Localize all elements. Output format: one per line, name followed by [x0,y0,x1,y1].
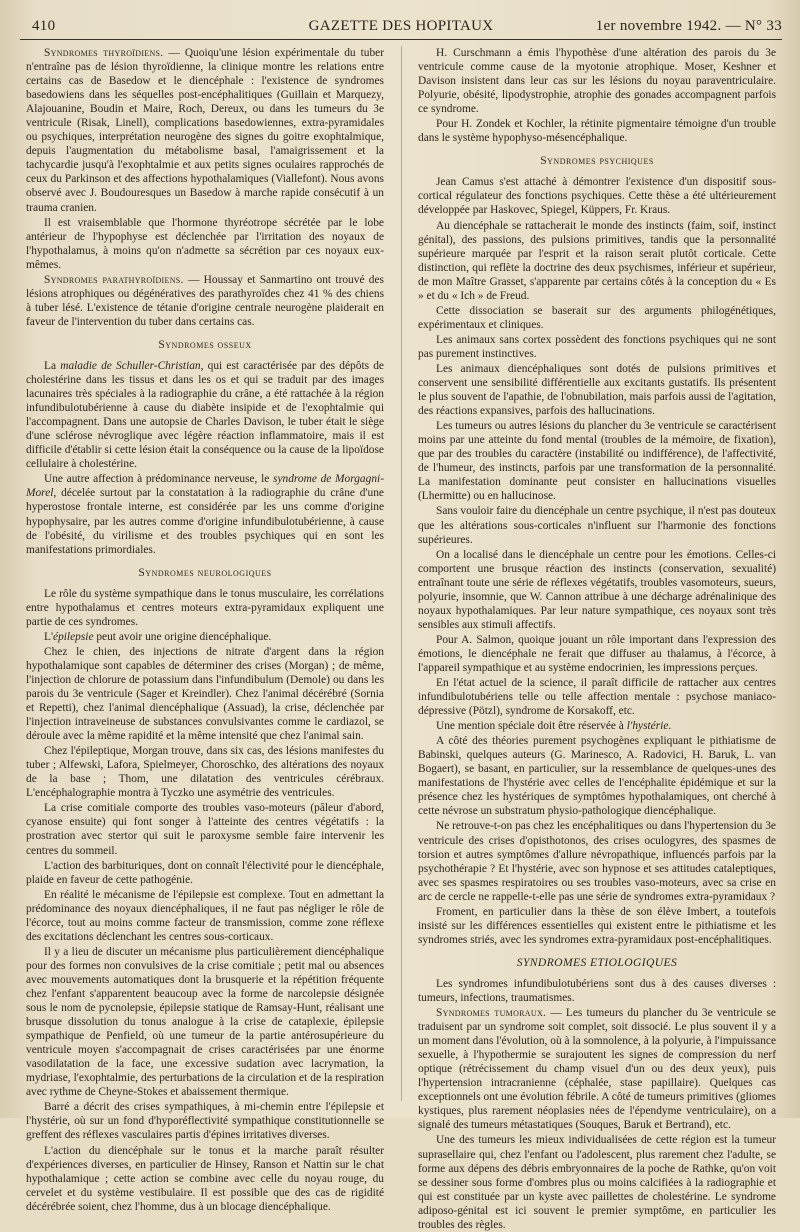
paragraph-text: , décelée surtout par la constatation à la radiographie du crâne d'une hyperostose frontale interne, est considérée par les uns comme d'origine hypophysaire, par les autres comme d'origine infundibulotubérienne, à cause de l'obésité, du virilisme et des troubles psychiques qui en sont les manifestations primordiales. [26,487,384,556]
paragraph: Froment, en particulier dans la thèse de son élève Imbert, a toutefois insisté sur les différences essentielles qui existent entre le pithiatisme et les syndromes striés, avec les syndromes extra-pyramidaux post-encéphalitiques. [418,905,776,946]
paragraph: Barré a décrit des crises sympathiques, à mi-chemin entre l'épilepsie et l'hystérie, où sur un fond d'hyporéflectivité sympathique constitutionnelle se greffent des réflexes vasculaires partis d'épines irritatives diverses. [26,1101,384,1142]
paragraph-text: peut avoir une origine diencéphalique. [93,630,272,643]
paragraph: Il y a lieu de discuter un mécanisme plus particulièrement diencéphalique pour des formes non convulsives de la crise comitiale ; petit mal ou absences avec mouvements automatiques dont la brusquerie et la répétition fréquente chez l'enfant s'apparentent beaucoup avec la forme de narcolepsie désignée sous le nom de pycnolepsie, épilepsie statique de Ramsay-Hunt, réalisant une brusque dissolution du tonus analogue à la crise de cataplexie, épilepsie sympathique de Penfield, où une tumeur de la partie antérosupérieure du ventricule moyen s'accompagnait de crises caractérisées par une énorme vasodilatation de la face, une excessive sudation avec lacrymation, la mydriase, l'exophtalmie, des perturbations de la circulation et de la respiration avec rythme de Cheyne-Stokes et abaissement thermique. [26,945,384,1099]
paragraph: Le rôle du système sympathique dans le tonus musculaire, les corrélations entre hypothalamus et centres moteurs extra-pyramidaux expliquent une partie de ces syndromes. [26,587,384,628]
paragraph: A côté des théories purement psychogènes expliquant le pithiatisme de Babinski, quelques auteurs (G. Marinesco, A. Radovici, H. Baruk, L. van Bogaert), se basant, en particulier, sur la ressemblance de quelques-unes des manifestations de l'hystérie avec celles de l'encéphalite épidémique et sur la présence chez les hystériques de symptômes hypothalamiques, ont cherché à cette névrose un substratum physio-pathologique diencéphalique. [418,735,776,818]
section-heading: SYNDROMES ETIOLOGIQUES [516,955,678,969]
paragraph: Les animaux diencéphaliques sont dotés de pulsions primitives et conservent une sensibilité différentielle aux excitants gustatifs. Ils présentent le plus souvent de l'apathie, de l'obnubilation, mais parfois aussi de l'agitation, des réactions expansives, parfois des hallucinations. [418,362,776,418]
emphasis: syndrome de Morgagni-Morel [26,473,384,500]
paragraph-text: La [44,359,61,372]
paragraph: En l'état actuel de la science, il paraît difficile de rattacher aux centres infundibulotubériens telle ou telle affection mentale : psychose maniaco-dépressive (Pötzl), syndrome de Korsakoff, etc. [418,677,776,718]
section-lead: Syndromes parathyroïdiens. [44,273,184,286]
paragraph: Au diencéphale se rattacherait le monde des instincts (faim, soif, instinct génital), des passions, des pulsions primitives, tandis que la personnalité supérieure marquée par l'esprit et la raison serait plutôt corticale. Cette distinction, qui reflète la doctrine des deux psychismes, inférieur et supérieur, de mon Maître Grasset, s'apparente par certains côtés à la conception du « Es » et du « Ich » de Freud. [418,219,776,302]
paragraph: Pour H. Zondek et Kochler, la rétinite pigmentaire témoigne d'un trouble dans le système hypophyso-mésencéphalique. [418,118,776,145]
paragraph: H. Curschmann a émis l'hypothèse d'une altération des parois du 3e ventricule comme cause de la myotonie atrophique. Moser, Keshner et Davison insistent dans leur cas sur les lésions du noyau paraventriculaire. Polyurie, obésité, lipodystrophie, atrophie des gonades accompagnent parfois ce syndrome. [418,47,776,116]
paragraph: Cette dissociation se baserait sur des arguments philogénétiques, expérimentaux et cliniques. [418,304,776,331]
paragraph-text: . [668,720,672,733]
paragraph [26,273,384,329]
paragraph: Les syndromes infundibulotubériens sont dus à des causes diverses : tumeurs, infections, traumatismes. [418,977,776,1004]
paragraph: L'action des barbituriques, dont on connaît l'électivité pour le diencéphale, plaide en faveur de cette pathogénie. [26,859,384,886]
section-heading: Syndromes osseux [158,337,252,351]
paragraph: L'action du diencéphale sur le tonus et la marche paraît résulter d'expériences diverses, en particulier de Hinsey, Ranson et Nattin sur le chat hypothalamique ; cette action se combine avec celle du noyau rouge, du cervelet et du système vestibulaire. Il est possible que des cas de rigidité décérébrée soient, chez l'homme, dus à un blocage diencéphalique. [26,1144,384,1213]
paragraph: Chez l'épileptique, Morgan trouve, dans six cas, des lésions manifestes du tuber ; Alfewski, Lafora, Spielmeyer, Choroschko, des altérations des noyaux de la base ; Thom, une dilatation des ventricules cérébraux. L'encéphalographie montra à Tyczko une asymétrie des ventricules. [26,745,384,800]
paragraph: Ne retrouve-t-on pas chez les encéphalitiques ou dans l'hypertension du 3e ventricule des crises d'opisthotonos, des crises oculogyres, des spasmes de torsion et autres symptômes d'allure névropathique, influencés parfois par la psychothérapie ? Et l'hystérie, avec son hypnose et ses attitudes cataleptiques, avec ses spasmes respiratoires ou ses troubles vaso-moteurs, avec sa crise en arc de cercle ne rappelle-t-elle pas une série de syndromes extra-pyramidaux ? [418,820,776,903]
paragraph: Les animaux sans cortex possèdent des fonctions psychiques qui ne sont pas purement instinctives. [418,333,776,360]
column-divider [401,46,402,1101]
paragraph-text: — Houssay et Sanmartino ont trouvé des lésions atrophiques ou dégénératives des parathyroïdes chez 41 % des chiens à tuber lésé. L'existence de tétanie d'origine centrale neurogène plaiderait en faveur de l'intervention du tuber dans certains cas. [26,273,384,328]
issue-date: 1er novembre 1942. — N° 33 [595,18,782,34]
emphasis: l'hystérie [626,720,669,733]
header-rule [20,39,782,40]
paragraph: Une des tumeurs les mieux individualisées de cette région est la tumeur suprasellaire qui, chez l'enfant ou l'adolescent, plus rarement chez l'adulte, se forme aux dépens des débris embryonnaires de la poche de Rathke, qu'on voit se dessiner sous forme d'ombres plus ou moins calcifiées à la radiographie et qui est constituée par un kyste avec paillettes de cholestérine. Le syndrome adiposo-génital est ici souvent le premier symptôme, en particulier les troubles des règles. [418,1134,776,1231]
paragraph-text: — Quoiqu'une lésion expérimentale du tuber n'entraîne pas de lésion thyroïdienne, la clinique montre les relations entre certains cas de Basedow et le diencéphale : l'existence de syndromes basedowiens dans les séquelles post-encéphalitiques (Guillain et Marquezy, Alajouanine, Boudin et Maire, Roch, Dereux, ou dans les tumeurs du 3e ventricule (Risak, Linell), complications basedowiennes, extra-pyramidales ou psychiques, interprétation neurogène des signes du goitre exophtalmique, depuis l'augmentation du métabolisme basal, l'amaigrissement et la tachycardie jusqu'à l'exophtalmie et aux petits signes oculaires rapprochés de ceux du Parkinson et des affections hypothalamiques (Viallefont). Nous avons observé avec J. Boudouresques un Basedow à marche rapide consécutif à un trauma cranien. [26,47,384,214]
paragraph-text: L' [44,630,54,643]
paragraph [26,472,384,556]
paragraph [418,719,776,733]
paragraph: Sans vouloir faire du diencéphale un centre psychique, il n'est pas douteux que les altérations sous-corticales n'influent sur l'harmonie des fonctions supérieures. [418,505,776,546]
section-heading: Syndromes neurologiques [138,565,272,579]
paragraph: On a localisé dans le diencéphale un centre pour les émotions. Celles-ci comportent une brusque réaction des instincts (conservation, sexualité) entraînant toute une série de réflexes végétatifs, troubles vasomoteurs, sueurs, polyurie, insomnie, que W. Cannon attribue à une décharge adrénalinique des noyaux hypothalamiques. Par leur nature sympathique, ces noyaux sont très sensibles aux stimuli affectifs. [418,548,776,631]
page-number: 410 [32,18,56,34]
journal-title: GAZETTE DES HOPITAUX [308,18,494,34]
paragraph-text: Une autre affection à prédominance nerveuse, le [44,473,274,486]
emphasis: épilepsie [53,630,94,643]
paragraph-text: Une mention spéciale doit être réservée à [436,720,627,733]
paragraph [26,359,384,471]
paragraph-text: — Les tumeurs du plancher du 3e ventricule se traduisent par un syndrome soit complet, soit dissocié. Le plus souvent il y a un moment dans l'évolution, où à la somnolence, à la polyurie, à l'impuissance sexuelle, à l'hypothermie se surajoutent les signes de compression du nerf optique (rétrécissement du champ visuel d'un ou des deux yeux), puis l'hypertension intracranienne (céphalée, stase papillaire). Quelques cas exceptionnels ont une évolution fébrile. A côté de tumeurs primitives (gliomes kystiques, plus rarement néoplasies nées de l'épendyme ventriculaire), on a signalé des tumeurs métastatiques (Souques, Baruk et Bertrand), etc. [418,1007,776,1132]
section-heading: Syndromes psychiques [540,154,654,168]
paragraph: En réalité le mécanisme de l'épilepsie est complexe. Tout en admettant la prédominance des noyaux diencéphaliques, il ne faut pas négliger le rôle de l'écorce, tout au moins comme facteur de transmission, comme zone réflexe des excitations déclenchant les centres sous-corticaux. [26,888,384,943]
running-header [20,14,782,40]
paragraph: La crise comitiale comporte des troubles vaso-moteurs (pâleur d'abord, cyanose ensuite) qui font songer à l'atteinte des centres végétatifs : la prostration avec stertor qui suit le paroxysme semble faire intervenir les centres du sommeil. [26,802,384,857]
paragraph-text: , qui est caractérisée par des dépôts de cholestérine dans les tissus et dans les os et qui se traduit par des images lacunaires très spéciales à la radiographie du crâne, a été rattachée à la région infundibulotubérienne à cause du diabète insipide et de l'exophtalmie qui l'accompagnent. Dans une autopsie de Charles Davison, le tuber était le siège d'une sclérose névroglique avec légère réaction inflammatoire, mais il est difficile d'établir si cette lésion était la conséquence ou la cause de la lipoïdose cellulaire à cholestérine. [26,359,384,471]
paragraph: Jean Camus s'est attaché à démontrer l'existence d'un dispositif sous-cortical régulateur des fonctions psychiques. Cette thèse a été ultérieurement développée par Haskovec, Spiegel, Küppers, Fr. Kraus. [418,176,776,217]
left-column [26,46,384,1213]
section-lead: Syndromes thyroïdiens. [44,47,164,59]
paragraph [418,1006,776,1132]
paragraph: Les tumeurs ou autres lésions du plancher du 3e ventricule se caractérisent moins par une atteinte du fond mental (troubles de la mémoire, de fixation), que par des troubles du caractère (instabilité ou indifférence), de l'affectivité, de l'humeur, des instincts, parfois par une transformation de la personnalité. La manifestation dominante peut consister en hallucinations visuelles (Lhermitte) ou en hallucinose. [418,420,777,503]
right-column [418,46,777,1231]
emphasis: maladie de Schuller-Christian [60,359,201,372]
paragraph [26,630,384,644]
paragraph: Il est vraisemblable que l'hormone thyréotrope sécrétée par le lobe antérieur de l'hypophyse est déclenchée par l'irritation des noyaux de l'hypothalamus, à moins qu'on n'admette sa sécrétion par ces noyaux eux-mêmes. [26,216,384,271]
paragraph: Chez le chien, des injections de nitrate d'argent dans la région hypothalamique sont capables de déterminer des crises (Morgan) ; de même, l'injection de chlorure de potassium dans l'infundibulum (Demole) ou dans les parois du 3e ventricule (Sager et Kreindler). Chez l'animal décérébré (Sornia et Repetti), chez l'animal diencéphalique (Assuad), la crise, déclenchée par l'injection intraveineuse de substances convulsivantes comme le cardiazol, se déroule avec la même rapidité et la même intensité que chez l'animal sain. [26,645,384,743]
paragraph [26,46,384,215]
paragraph: Pour A. Salmon, quoique jouant un rôle important dans l'expression des émotions, le diencéphale ne ferait que diffuser au thalamus, à l'écorce, à l'appareil sympathique et au système endocrinien, les impressions perçues. [418,633,776,674]
section-lead: Syndromes tumoraux. [436,1007,547,1020]
